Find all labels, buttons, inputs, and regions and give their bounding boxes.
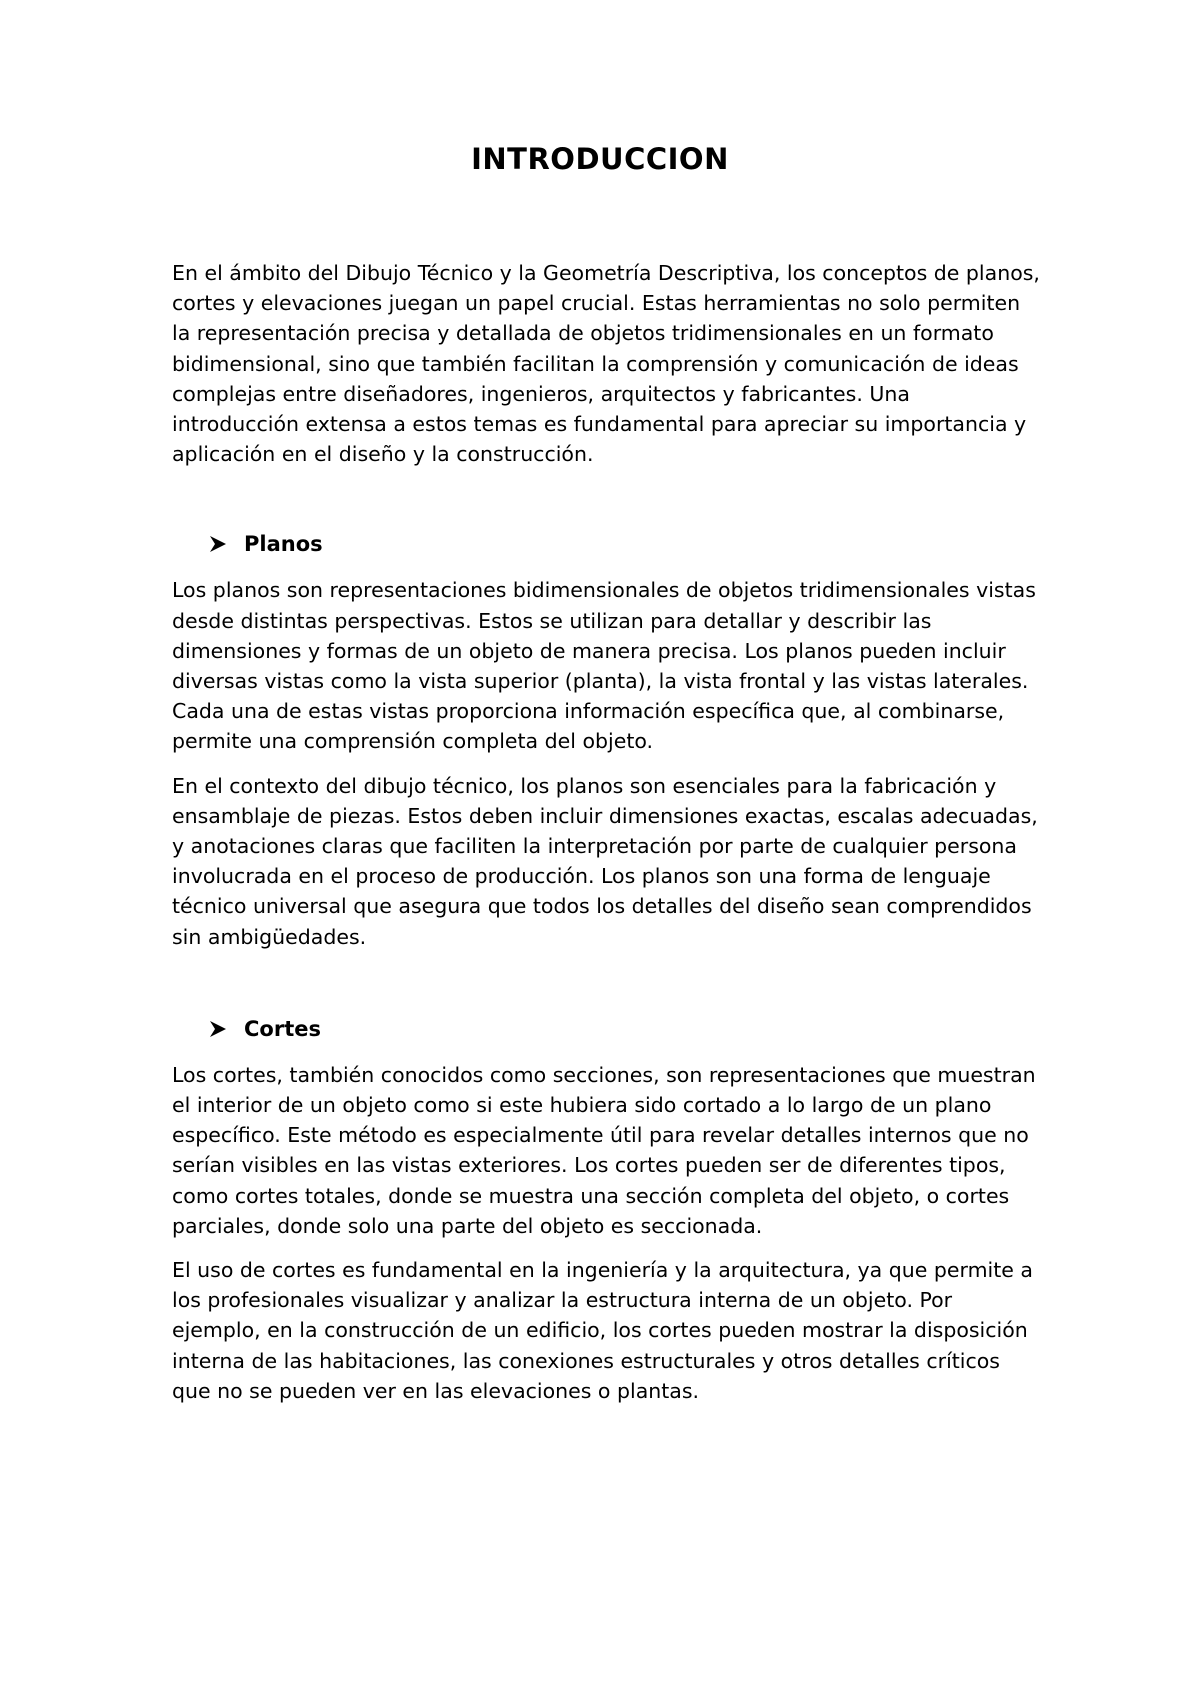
section-paragraph: Los cortes, también conocidos como secciones, son representaciones que muestran el interior de un objeto como si este hubiera sido cortado a lo largo de un plano específico. Este método es especialmente útil para revelar detalles internos que no serían visibles en las vistas exteriores. Los cortes pueden ser de diferentes tipos, como cortes totales, donde se muestra una sección completa del objeto, o cortes parciales, donde solo una parte del objeto es seccionada. [172,1062,1036,1238]
section-cortes [172,1014,1040,1406]
arrowhead-bullet-icon [208,1019,228,1039]
section-heading [208,529,1040,559]
intro-paragraph: En el ámbito del Dibujo Técnico y la Geometría Descriptiva, los conceptos de planos, cortes y elevaciones juegan un papel crucial. Estas herramientas no solo permiten la representación precisa y detallada de objetos tridimensionales en un formato bidimensional, sino que también facilitan la comprensión y comunicación de ideas complejas entre diseñadores, ingenieros, arquitectos y fabricantes. Una introducción extensa a estos temas es fundamental para apreciar su importancia y aplicación en el diseño y la construcción. [172,261,1040,467]
section-heading-text: Planos [244,532,323,557]
section-paragraph: Los planos son representaciones bidimensionales de objetos tridimensionales vistas desde distintas perspectivas. Estos se utilizan para detallar y describir las dimensiones y formas de un objeto de manera precisa. Los planos pueden incluir diversas vistas como la vista superior (planta), la vista frontal y las vistas laterales. Cada una de estas vistas proporciona información específica que, al combinarse, permite una comprensión completa del objeto. [172,578,1036,754]
page-title: INTRODUCCION [471,142,729,176]
document-body [172,258,1040,1406]
section-paragraph: El uso de cortes es fundamental en la ingeniería y la arquitectura, ya que permite a los profesionales visualizar y analizar la estructura interna de un objeto. Por ejemplo, en la construcción de un edificio, los cortes pueden mostrar la disposición interna de las habitaciones, las conexiones estructurales y otros detalles críticos que no se pueden ver en las elevaciones o plantas. [172,1258,1033,1403]
section-planos [172,529,1040,951]
section-paragraph: En el contexto del dibujo técnico, los planos son esenciales para la fabricación y ensamblaje de piezas. Estos deben incluir dimensiones exactas, escalas adecuadas, y anotaciones claras que faciliten la interpretación por parte de cualquier persona involucrada en el proceso de producción. Los planos son una forma de lenguaje técnico universal que asegura que todos los detalles del diseño sean comprendidos sin ambigüedades. [172,773,1038,949]
section-heading-text: Cortes [244,1016,321,1041]
section-heading [208,1014,1040,1044]
arrowhead-bullet-icon [208,534,228,554]
